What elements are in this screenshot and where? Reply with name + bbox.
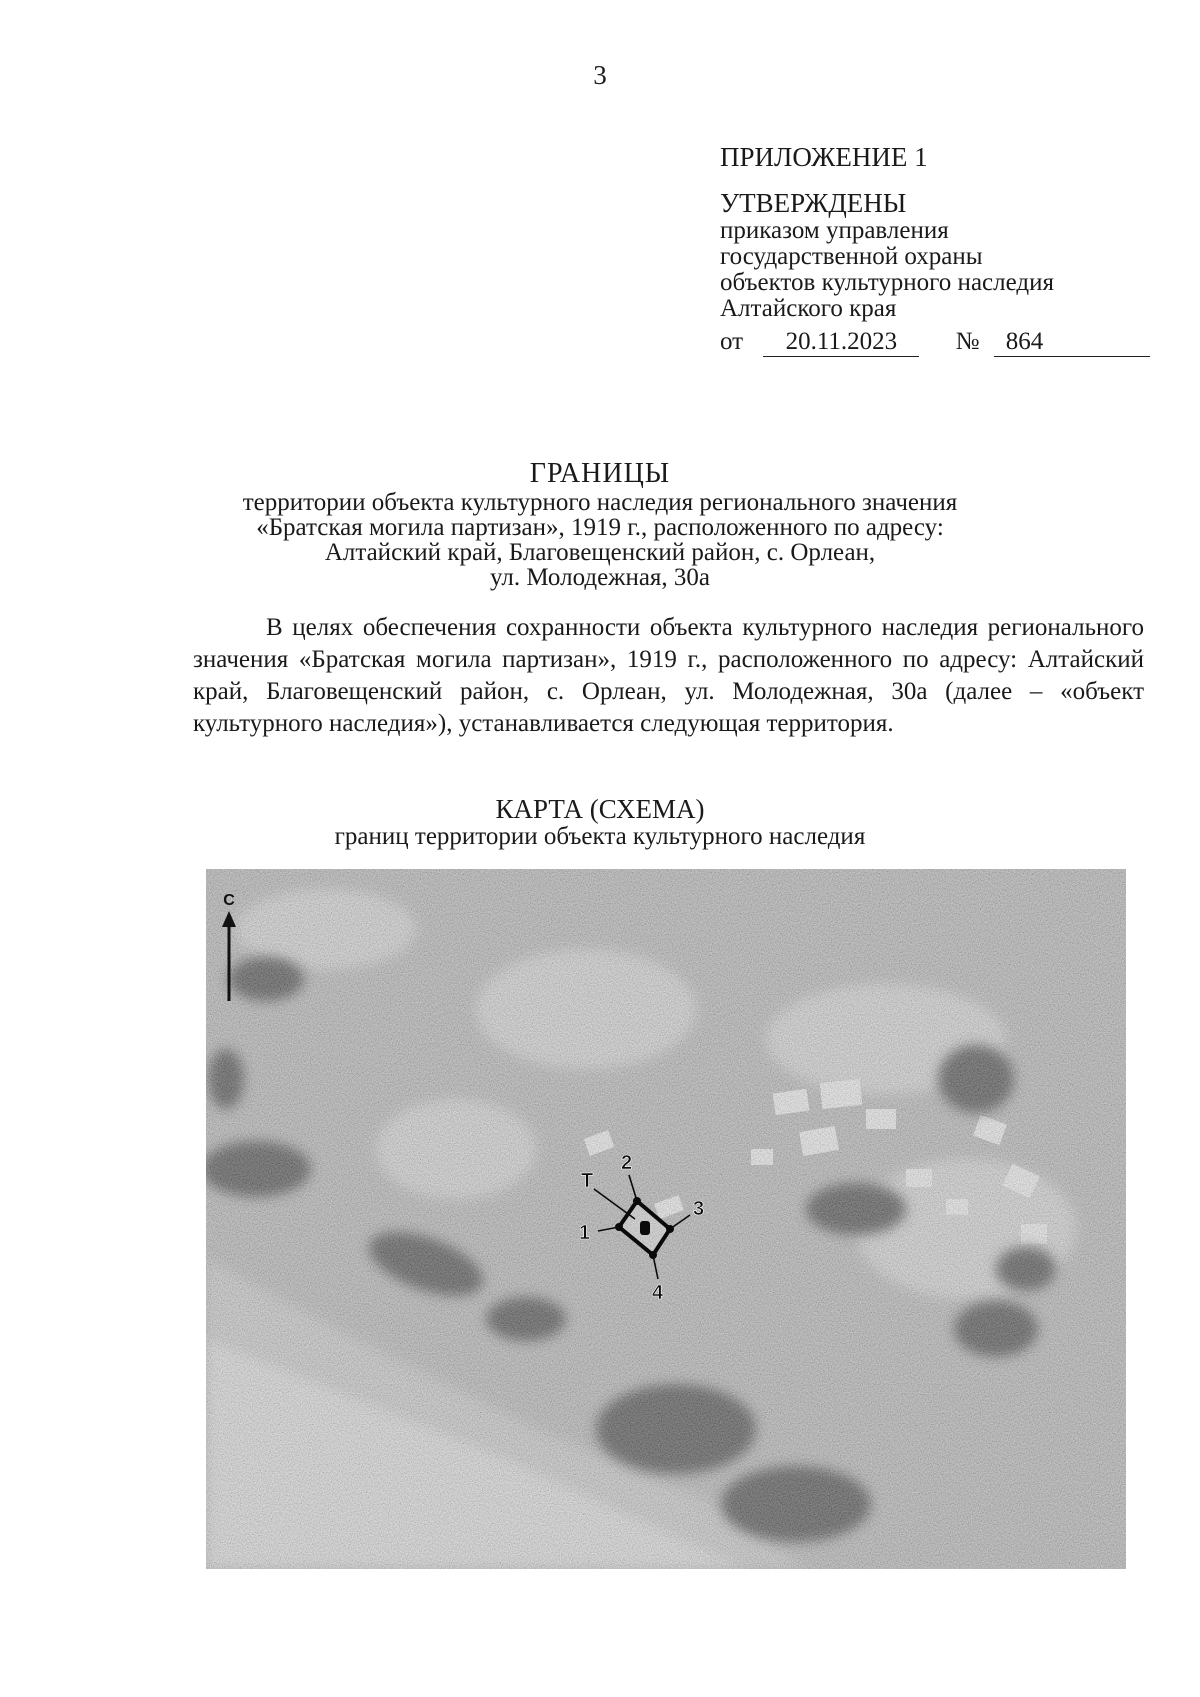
page-number: 3 <box>593 60 607 90</box>
image-grain <box>206 869 1126 1569</box>
title-line-2: «Братская могила партизан», 1919 г., расположенного по адресу: <box>256 514 944 541</box>
monument-icon <box>640 1221 650 1235</box>
territory-label: Т <box>581 1170 594 1192</box>
map-title <box>0 794 1200 850</box>
point-label-1: 1 <box>579 1222 591 1244</box>
approval-line-2: государственной охраны <box>720 243 983 270</box>
approval-block <box>720 142 1160 357</box>
point-label-3: 3 <box>693 1198 705 1220</box>
approval-line-1: приказом управления <box>720 217 949 244</box>
date-prefix: от <box>720 328 744 355</box>
title-line-4: ул. Молодежная, 30а <box>489 564 711 591</box>
aerial-map-scheme <box>206 869 1126 1569</box>
appendix-label: ПРИЛОЖЕНИЕ 1 <box>720 142 928 172</box>
north-label: С <box>223 892 235 909</box>
order-date-number-row <box>720 328 1160 357</box>
map-subheading: границ территории объекта культурного наследия <box>334 823 866 850</box>
document-title <box>0 458 1200 590</box>
number-prefix: № <box>955 328 980 355</box>
approved-label: УТВЕРЖДЕНЫ <box>720 188 907 218</box>
title-heading: ГРАНИЦЫ <box>529 458 671 489</box>
order-number: 864 <box>994 328 1150 357</box>
approval-line-3: объектов культурного наследия <box>720 269 1054 296</box>
point-label-2: 2 <box>621 1152 633 1174</box>
body-paragraph: В целях обеспечения сохранности объекта культурного наследия регионального значения «Братская могила партизан», 1919 г., расположенного по адресу: Алтайский край, Благовещенский район, с. Орлеан, ул. Молодежная, 30а (далее – «объект культурного наследия»), устанавливается следующая территория. <box>193 614 1144 737</box>
title-line-3: Алтайский край, Благовещенский район, с. Орлеан, <box>324 539 876 566</box>
point-label-4: 4 <box>652 1282 664 1304</box>
map-heading: КАРТА (СХЕМА) <box>495 794 705 824</box>
approval-line-4: Алтайского края <box>720 295 897 322</box>
title-line-1: территории объекта культурного наследия регионального значения <box>242 489 958 516</box>
order-date: 20.11.2023 <box>763 328 919 357</box>
